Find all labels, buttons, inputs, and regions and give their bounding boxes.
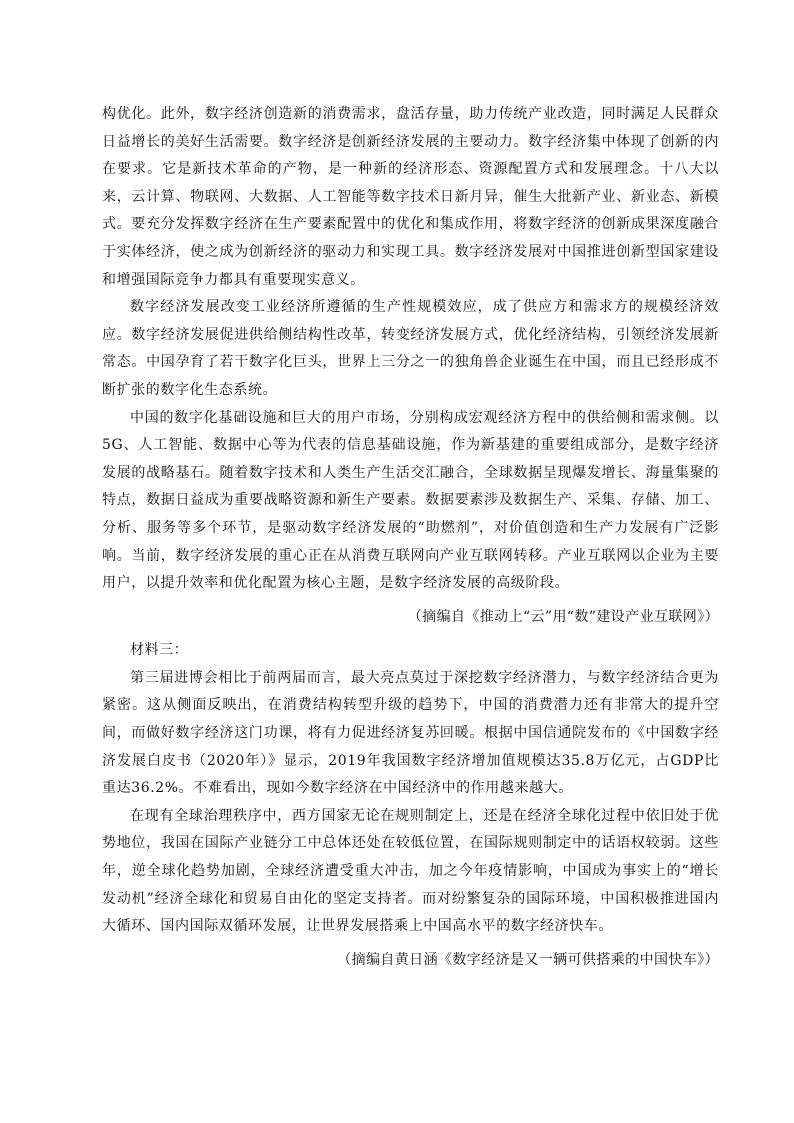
- source-citation: （摘编自黄日涵《数字经济是又一辆可供搭乘的中国快车》）: [337, 951, 719, 968]
- material-label: 材料三：: [130, 642, 189, 659]
- paragraph: 在现有全球治理秩序中，西方国家无论在规则制定上，还是在经济全球化过程中依旧处于优势地位，我国在国际产业链分工中总体还处在较低位置，在国际规则制定中的话语权较弱。这些年，逆全球化趋势加剧，全球经济遭受重大冲击，加之今年疫情影响，中国成为事实上的“增长发动机”经济全球化和贸易自由化的坚定支持者。而对纷繁复杂的国际环境，中国积极推进国内大循环、国内国际双循环发展，让世界发展搭乘上中国高水平的数字经济快车。: [102, 807, 719, 935]
- paragraph-continuation: 构优化。此外，数字经济创造新的消费需求，盘活存量，助力传统产业改造，同时满足人民群众日益增长的美好生活需要。数字经济是创新经济发展的主要动力。数字经济集中体现了创新的内在要求。它是新技术革命的产物，是一种新的经济形态、资源配置方式和发展理念。十八大以来，云计算、物联网、大数据、人工智能等数字技术日新月异，催生大批新产业、新业态、新模式。要充分发挥数字经济在生产要素配置中的优化和集成作用，将数字经济的创新成果深度融合于实体经济，使之成为创新经济的驱动力和实现工具。数字经济发展对中国推进创新型国家建设和增强国际竞争力都具有重要现实意义。: [102, 106, 719, 288]
- paragraph: 中国的数字化基础设施和巨大的用户市场，分别构成宏观经济方程中的供给侧和需求侧。以5G、人工智能、数据中心等为代表的信息基础设施，作为新基建的重要组成部分，是数字经济发展的战略基石。随着数字技术和人类生产生活交汇融合，全球数据呈现爆发增长、海量集聚的特点，数据日益成为重要战略资源和新生产要素。数据要素涉及数据生产、采集、存储、加工、分析、服务等多个环节，是驱动数字经济发展的“助燃剂”，对价值创造和生产力发展有广泛影响。当前，数字经济发展的重心正在从消费互联网向产业互联网转移。产业互联网以企业为主要用户，以提升效率和优化配置为核心主题，是数字经济发展的高级阶段。: [102, 409, 719, 592]
- source-citation: （摘编自《推动上“云”用“数”建设产业互联网》）: [407, 608, 719, 625]
- paragraph: 第三届进博会相比于前两届而言，最大亮点莫过于深挖数字经济潜力，与数字经济结合更为紧密。这从侧面反映出，在消费结构转型升级的趋势下，中国的消费潜力还有非常大的提升空间，而做好数字经济这门功课，将有力促进经济复苏回暖。根据中国信通院发布的《中国数字经济发展白皮书（2020年）》显示，2019年我国数字经济增加值规模达35.8万亿元，占GDP比重达36.2%。不难看出，现如今数字经济在中国经济中的作用越来越大。: [102, 669, 719, 797]
- paragraph: 数字经济发展改变工业经济所遵循的生产性规模效应，成了供应方和需求方的规模经济效应。数字经济发展促进供给侧结构性改革，转变经济发展方式，优化经济结构，引领经济发展新常态。中国孕育了若干数字化巨头，世界上三分之一的独角兽企业诞生在中国，而且已经形成不断扩张的数字化生态系统。: [102, 299, 719, 398]
- document-body: [102, 101, 719, 980]
